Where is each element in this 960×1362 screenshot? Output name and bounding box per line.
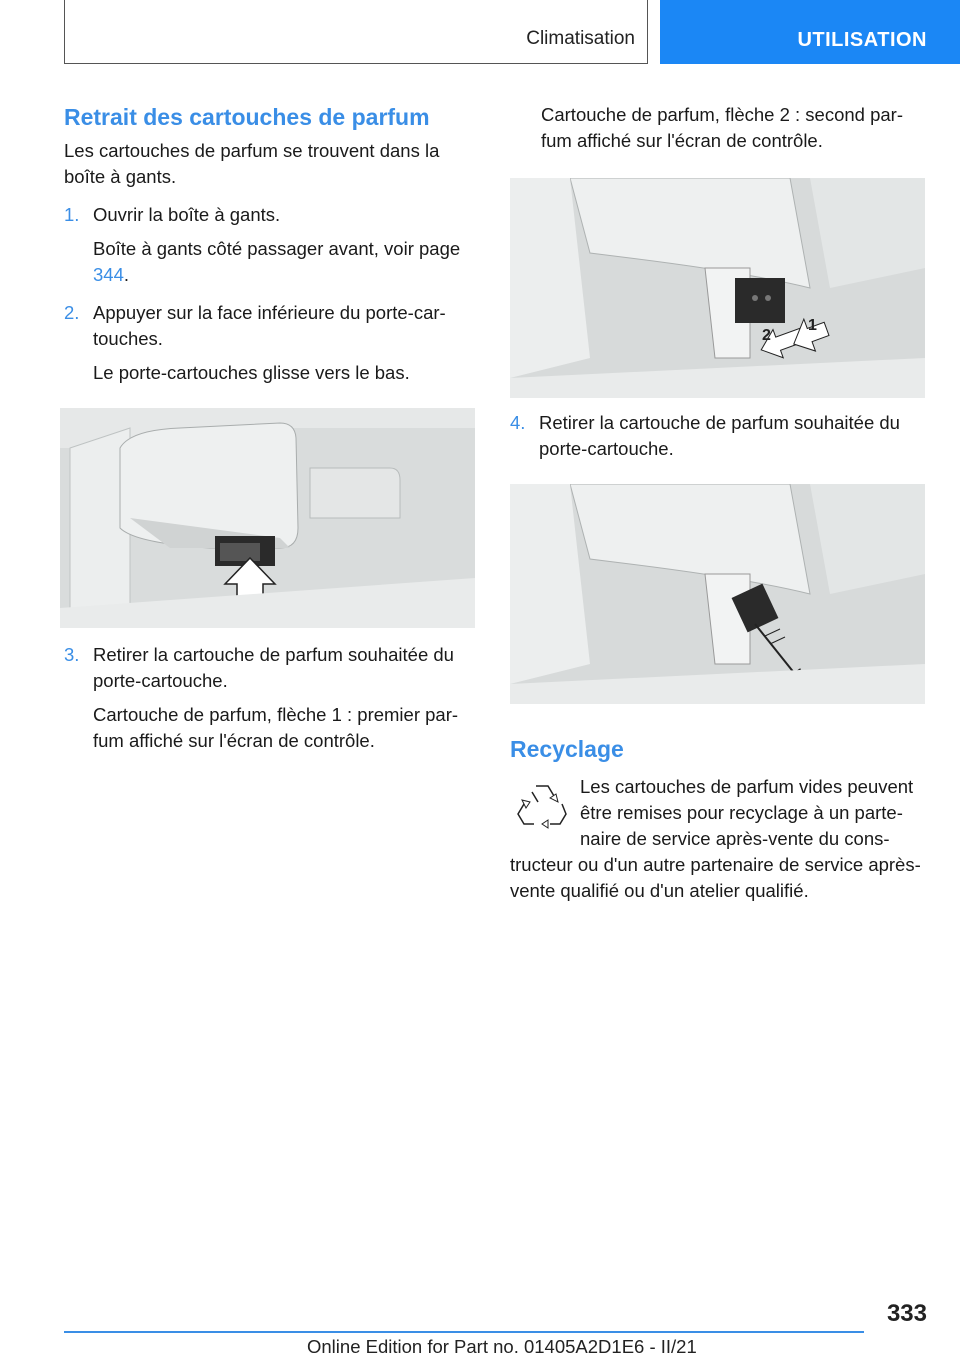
section-heading: Retrait des cartouches de parfum	[64, 104, 430, 130]
step-1-note-text: Boîte à gants côté passager avant, voir page	[93, 238, 461, 259]
step-3	[64, 642, 476, 694]
intro-paragraph: Les cartouches de parfum se trouvent dans la boîte à gants.	[64, 140, 440, 187]
step-number: 1.	[64, 204, 80, 225]
chapter-title: UTILISATION	[797, 29, 927, 51]
footer-rule	[64, 1331, 864, 1333]
header-section-box	[64, 0, 648, 64]
recycling-heading: Recyclage	[510, 736, 624, 762]
step-text: Retirer la cartouche de parfum souhaitée du porte-cartouche.	[539, 412, 900, 459]
step-1-note: Boîte à gants côté passager avant, voir page 344.	[93, 238, 461, 285]
recycling-section	[510, 734, 925, 904]
glovebox-press-image	[60, 408, 475, 628]
step-1	[64, 202, 476, 228]
step-text: Retirer la cartouche de parfum souhaitée du porte-cartouche.	[93, 644, 454, 691]
recycling-text: Les cartouches de parfum vides peuvent être remises pour recyclage à un partenaire de service après-vente du constructeur ou d'un autre partenaire de service après-vente qualifié ou d'un atelier qualifié.	[510, 776, 921, 901]
left-column	[64, 102, 476, 754]
step-number: 4.	[510, 412, 526, 433]
step-2-note: Le porte-cartouches glisse vers le bas.	[93, 362, 410, 383]
page-number: 333	[886, 1300, 927, 1327]
recycling-body	[510, 774, 925, 904]
step-number: 2.	[64, 302, 80, 323]
cartridge-remove-image	[510, 484, 925, 704]
section-title: Climatisation	[526, 28, 635, 49]
page-link[interactable]: 344	[93, 264, 124, 285]
edition-footer: Online Edition for Part no. 01405A2D1E6 - II/21	[307, 1336, 697, 1357]
recycle-icon	[514, 778, 570, 834]
cartridge-arrows-image	[510, 178, 925, 398]
step-text: Ouvrir la boîte à gants.	[93, 204, 281, 225]
step-3-note-continued: Cartouche de parfum, flèche 2 : second parfum affiché sur l'écran de contrôle.	[541, 104, 903, 151]
step-number: 3.	[64, 644, 80, 665]
step-3-note: Cartouche de parfum, flèche 1 : premier parfum affiché sur l'écran de contrôle.	[93, 704, 459, 751]
right-column	[510, 102, 925, 904]
chapter-tab	[660, 0, 960, 64]
arrow-1-label: 1	[808, 317, 817, 334]
step-2	[64, 300, 476, 352]
step-text: Appuyer sur la face inférieure du porte-cartouches.	[93, 302, 446, 349]
step-4	[510, 410, 925, 462]
arrow-2-label: 2	[762, 327, 771, 344]
